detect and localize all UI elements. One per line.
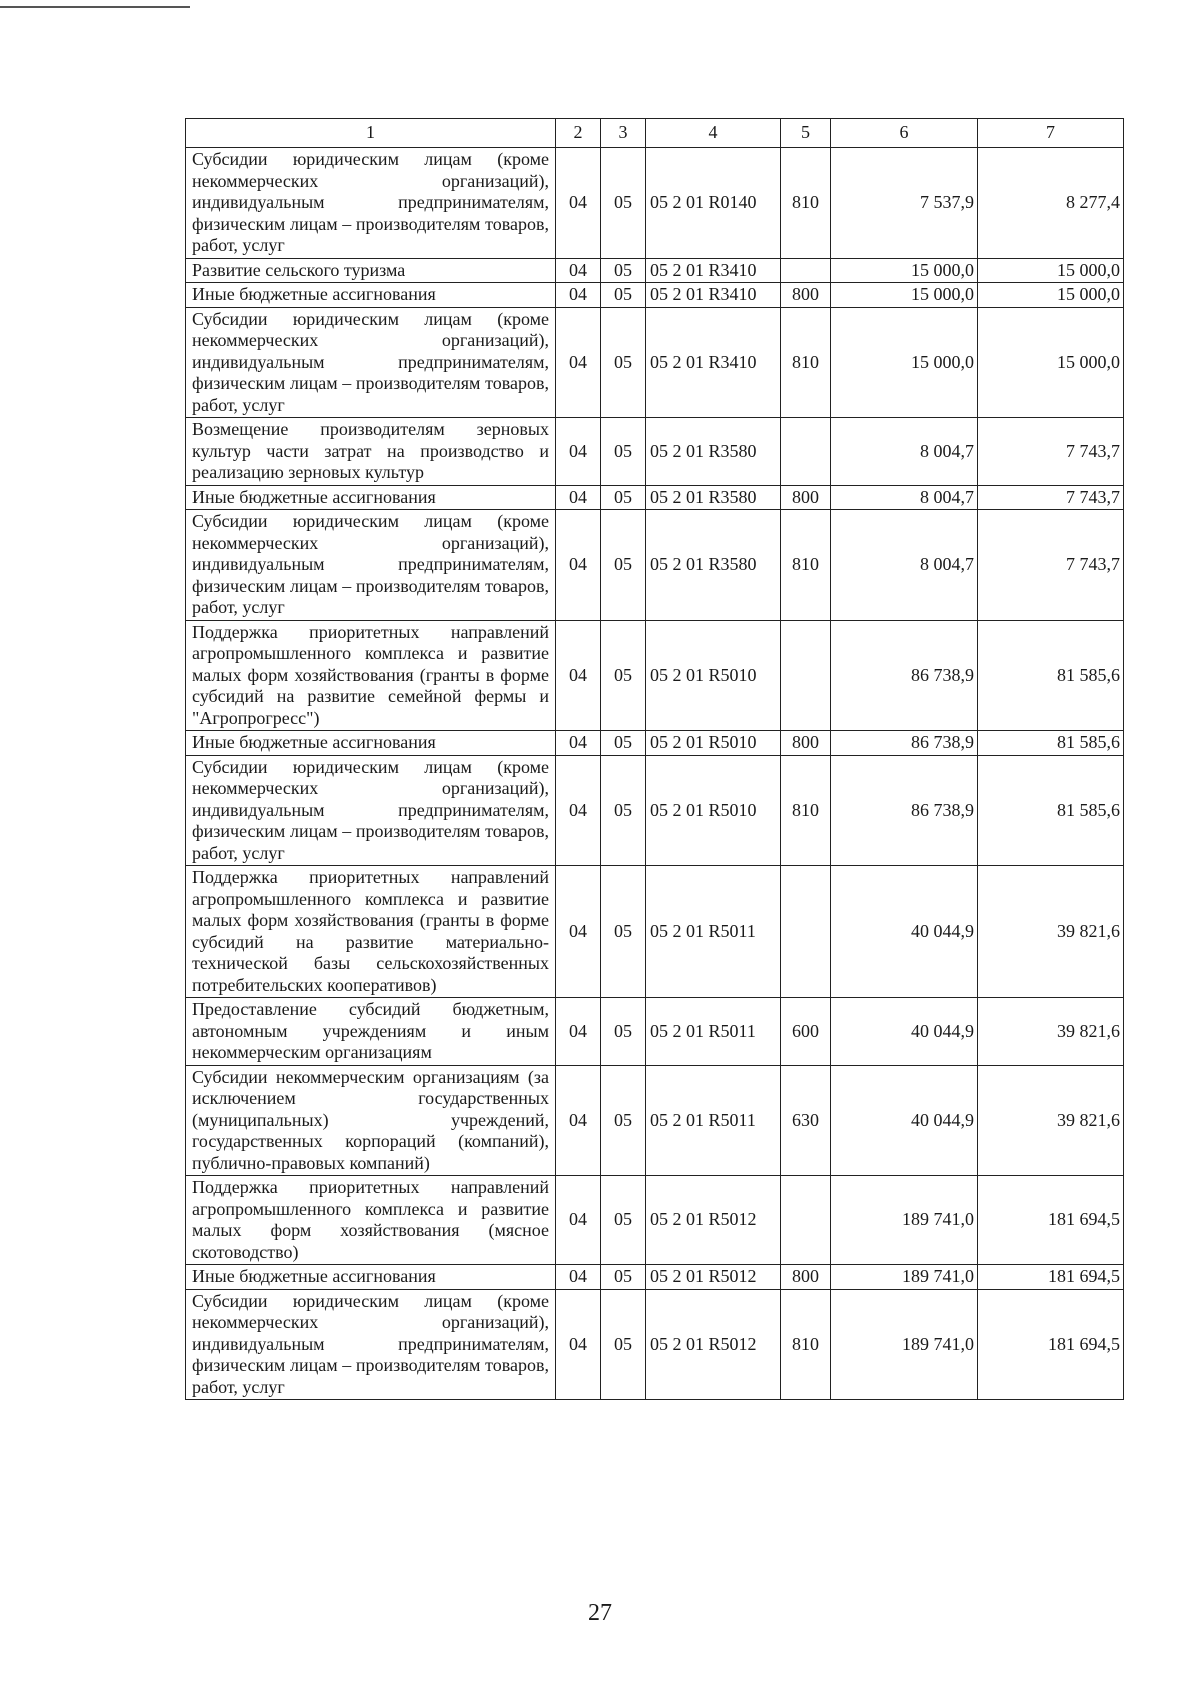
item-name-cell: Субсидии юридическим лицам (кроме некоммерческих организаций), индивидуальным предпринимателям, физическим лицам – производителям товаров, работ, услуг <box>186 307 556 418</box>
table-row <box>186 1176 1124 1265</box>
amount-year2-cell: 81 585,6 <box>978 731 1124 756</box>
section-code-cell: 04 <box>556 283 601 308</box>
table-header-row <box>186 119 1124 148</box>
item-name-cell: Развитие сельского туризма <box>186 258 556 283</box>
table-row <box>186 1289 1124 1400</box>
amount-year1-cell: 189 741,0 <box>831 1176 978 1265</box>
expense-type-cell: 810 <box>781 510 831 621</box>
section-code-cell: 04 <box>556 998 601 1066</box>
subsection-code-cell: 05 <box>601 731 646 756</box>
expense-type-cell: 600 <box>781 998 831 1066</box>
amount-year2-cell: 7 743,7 <box>978 418 1124 486</box>
subsection-code-cell: 05 <box>601 1065 646 1176</box>
table-row <box>186 1265 1124 1290</box>
target-article-cell: 05 2 01 R3410 <box>646 283 781 308</box>
page-number: 27 <box>588 1600 612 1626</box>
header-cell-3: 3 <box>601 119 646 148</box>
subsection-code-cell: 05 <box>601 148 646 259</box>
subsection-code-cell: 05 <box>601 998 646 1066</box>
subsection-code-cell: 05 <box>601 866 646 998</box>
amount-year2-cell: 181 694,5 <box>978 1289 1124 1400</box>
amount-year1-cell: 86 738,9 <box>831 755 978 866</box>
table-row <box>186 866 1124 998</box>
amount-year1-cell: 40 044,9 <box>831 998 978 1066</box>
subsection-code-cell: 05 <box>601 485 646 510</box>
amount-year2-cell: 15 000,0 <box>978 307 1124 418</box>
expense-type-cell: 810 <box>781 148 831 259</box>
item-name-cell: Субсидии юридическим лицам (кроме некоммерческих организаций), индивидуальным предпринимателям, физическим лицам – производителям товаров, работ, услуг <box>186 1289 556 1400</box>
amount-year1-cell: 40 044,9 <box>831 866 978 998</box>
expense-type-cell: 800 <box>781 485 831 510</box>
expense-type-cell <box>781 620 831 731</box>
expense-type-cell: 810 <box>781 1289 831 1400</box>
amount-year1-cell: 86 738,9 <box>831 731 978 756</box>
target-article-cell: 05 2 01 R3410 <box>646 258 781 283</box>
table-row <box>186 731 1124 756</box>
target-article-cell: 05 2 01 R5011 <box>646 998 781 1066</box>
amount-year2-cell: 39 821,6 <box>978 866 1124 998</box>
amount-year1-cell: 8 004,7 <box>831 485 978 510</box>
expense-type-cell <box>781 258 831 283</box>
section-code-cell: 04 <box>556 307 601 418</box>
target-article-cell: 05 2 01 R3410 <box>646 307 781 418</box>
table-row <box>186 307 1124 418</box>
subsection-code-cell: 05 <box>601 283 646 308</box>
amount-year1-cell: 86 738,9 <box>831 620 978 731</box>
subsection-code-cell: 05 <box>601 258 646 283</box>
amount-year1-cell: 40 044,9 <box>831 1065 978 1176</box>
amount-year1-cell: 189 741,0 <box>831 1265 978 1290</box>
amount-year1-cell: 8 004,7 <box>831 418 978 486</box>
table-row <box>186 620 1124 731</box>
amount-year2-cell: 39 821,6 <box>978 1065 1124 1176</box>
amount-year2-cell: 15 000,0 <box>978 258 1124 283</box>
item-name-cell: Поддержка приоритетных направлений агропромышленного комплекса и развитие малых форм хозяйствования (мясное скотоводство) <box>186 1176 556 1265</box>
table-row <box>186 485 1124 510</box>
table-row <box>186 510 1124 621</box>
target-article-cell: 05 2 01 R5011 <box>646 1065 781 1176</box>
expense-type-cell <box>781 866 831 998</box>
amount-year2-cell: 7 743,7 <box>978 510 1124 621</box>
section-code-cell: 04 <box>556 731 601 756</box>
scan-edge-line <box>0 6 190 8</box>
subsection-code-cell: 05 <box>601 620 646 731</box>
target-article-cell: 05 2 01 R5011 <box>646 866 781 998</box>
amount-year1-cell: 15 000,0 <box>831 283 978 308</box>
expense-type-cell: 800 <box>781 1265 831 1290</box>
subsection-code-cell: 05 <box>601 1265 646 1290</box>
amount-year1-cell: 8 004,7 <box>831 510 978 621</box>
amount-year2-cell: 8 277,4 <box>978 148 1124 259</box>
target-article-cell: 05 2 01 R3580 <box>646 485 781 510</box>
target-article-cell: 05 2 01 R5010 <box>646 620 781 731</box>
target-article-cell: 05 2 01 R5010 <box>646 755 781 866</box>
expense-type-cell: 800 <box>781 283 831 308</box>
item-name-cell: Субсидии юридическим лицам (кроме некоммерческих организаций), индивидуальным предпринимателям, физическим лицам – производителям товаров, работ, услуг <box>186 755 556 866</box>
target-article-cell: 05 2 01 R5012 <box>646 1176 781 1265</box>
table-row <box>186 418 1124 486</box>
amount-year2-cell: 7 743,7 <box>978 485 1124 510</box>
target-article-cell: 05 2 01 R5010 <box>646 731 781 756</box>
item-name-cell: Поддержка приоритетных направлений агропромышленного комплекса и развитие малых форм хозяйствования (гранты в форме субсидий на развитие материально-технической базы сельскохозяйственных потребительских кооперативов) <box>186 866 556 998</box>
item-name-cell: Субсидии некоммерческим организациям (за исключением государственных (муниципальных) учреждений, государственных корпораций (компаний), публично-правовых компаний) <box>186 1065 556 1176</box>
table-row <box>186 998 1124 1066</box>
table-row <box>186 1065 1124 1176</box>
amount-year1-cell: 15 000,0 <box>831 258 978 283</box>
header-cell-6: 6 <box>831 119 978 148</box>
amount-year1-cell: 15 000,0 <box>831 307 978 418</box>
target-article-cell: 05 2 01 R5012 <box>646 1265 781 1290</box>
target-article-cell: 05 2 01 R5012 <box>646 1289 781 1400</box>
expense-type-cell <box>781 418 831 486</box>
subsection-code-cell: 05 <box>601 418 646 486</box>
item-name-cell: Иные бюджетные ассигнования <box>186 283 556 308</box>
expense-type-cell: 630 <box>781 1065 831 1176</box>
header-cell-4: 4 <box>646 119 781 148</box>
section-code-cell: 04 <box>556 485 601 510</box>
section-code-cell: 04 <box>556 1289 601 1400</box>
item-name-cell: Субсидии юридическим лицам (кроме некоммерческих организаций), индивидуальным предпринимателям, физическим лицам – производителям товаров, работ, услуг <box>186 148 556 259</box>
subsection-code-cell: 05 <box>601 1176 646 1265</box>
amount-year2-cell: 81 585,6 <box>978 755 1124 866</box>
amount-year2-cell: 15 000,0 <box>978 283 1124 308</box>
table-row <box>186 755 1124 866</box>
section-code-cell: 04 <box>556 510 601 621</box>
amount-year2-cell: 39 821,6 <box>978 998 1124 1066</box>
item-name-cell: Предоставление субсидий бюджетным, автономным учреждениям и иным некоммерческим организациям <box>186 998 556 1066</box>
section-code-cell: 04 <box>556 620 601 731</box>
amount-year1-cell: 189 741,0 <box>831 1289 978 1400</box>
subsection-code-cell: 05 <box>601 510 646 621</box>
section-code-cell: 04 <box>556 755 601 866</box>
item-name-cell: Иные бюджетные ассигнования <box>186 731 556 756</box>
table-row <box>186 148 1124 259</box>
subsection-code-cell: 05 <box>601 755 646 866</box>
section-code-cell: 04 <box>556 418 601 486</box>
subsection-code-cell: 05 <box>601 1289 646 1400</box>
target-article-cell: 05 2 01 R3580 <box>646 510 781 621</box>
section-code-cell: 04 <box>556 148 601 259</box>
amount-year2-cell: 81 585,6 <box>978 620 1124 731</box>
item-name-cell: Иные бюджетные ассигнования <box>186 1265 556 1290</box>
table-row <box>186 283 1124 308</box>
expense-type-cell: 800 <box>781 731 831 756</box>
subsection-code-cell: 05 <box>601 307 646 418</box>
section-code-cell: 04 <box>556 866 601 998</box>
header-cell-5: 5 <box>781 119 831 148</box>
budget-table <box>185 118 1124 1400</box>
amount-year2-cell: 181 694,5 <box>978 1265 1124 1290</box>
section-code-cell: 04 <box>556 258 601 283</box>
item-name-cell: Субсидии юридическим лицам (кроме некоммерческих организаций), индивидуальным предпринимателям, физическим лицам – производителям товаров, работ, услуг <box>186 510 556 621</box>
amount-year1-cell: 7 537,9 <box>831 148 978 259</box>
target-article-cell: 05 2 01 R3580 <box>646 418 781 486</box>
header-cell-7: 7 <box>978 119 1124 148</box>
item-name-cell: Возмещение производителям зерновых культур части затрат на производство и реализацию зерновых культур <box>186 418 556 486</box>
expense-type-cell <box>781 1176 831 1265</box>
item-name-cell: Иные бюджетные ассигнования <box>186 485 556 510</box>
target-article-cell: 05 2 01 R0140 <box>646 148 781 259</box>
header-cell-1: 1 <box>186 119 556 148</box>
expense-type-cell: 810 <box>781 307 831 418</box>
section-code-cell: 04 <box>556 1265 601 1290</box>
section-code-cell: 04 <box>556 1065 601 1176</box>
amount-year2-cell: 181 694,5 <box>978 1176 1124 1265</box>
header-cell-2: 2 <box>556 119 601 148</box>
expense-type-cell: 810 <box>781 755 831 866</box>
section-code-cell: 04 <box>556 1176 601 1265</box>
item-name-cell: Поддержка приоритетных направлений агропромышленного комплекса и развитие малых форм хозяйствования (гранты в форме субсидий на развитие семейной фермы и "Агропрогресс") <box>186 620 556 731</box>
table-row <box>186 258 1124 283</box>
